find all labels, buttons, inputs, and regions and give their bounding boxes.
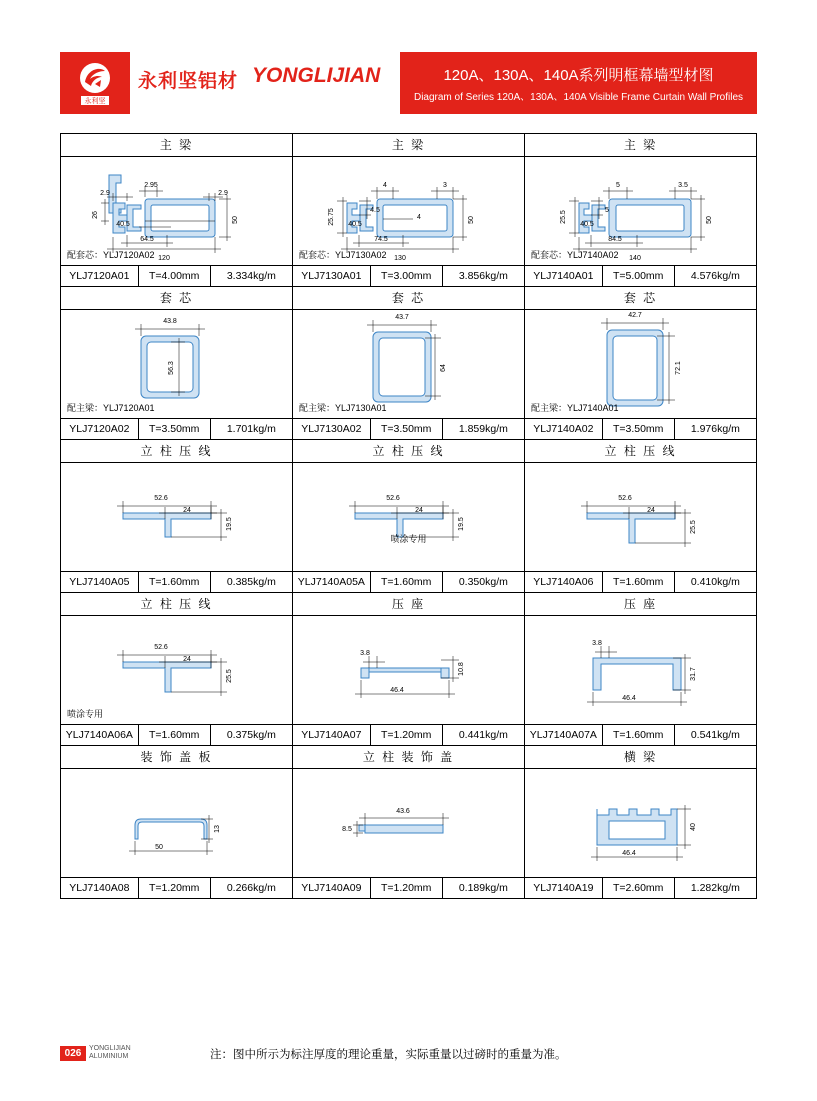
svg-text:8.5: 8.5 bbox=[342, 826, 352, 833]
svg-text:13: 13 bbox=[214, 825, 221, 833]
profile-weight: 1.976kg/m bbox=[690, 423, 740, 435]
svg-text:64.5: 64.5 bbox=[140, 236, 154, 243]
drawing-svg bbox=[293, 769, 524, 877]
profile-spec-row bbox=[61, 418, 292, 439]
svg-text:46.4: 46.4 bbox=[622, 850, 636, 857]
svg-text:40: 40 bbox=[690, 823, 697, 831]
profile-note: 配套芯：YLJ7120A02 bbox=[67, 250, 155, 260]
profile-thickness: T=5.00mm bbox=[603, 266, 675, 286]
profile-drawing bbox=[525, 616, 756, 724]
profile-drawing bbox=[293, 616, 524, 724]
profile-title: 立 柱 压 线 bbox=[61, 440, 292, 463]
svg-text:72.1: 72.1 bbox=[675, 361, 682, 375]
profile-code: YLJ7140A06 bbox=[525, 572, 603, 592]
svg-text:25.5: 25.5 bbox=[560, 210, 567, 224]
profile-spec-row bbox=[61, 877, 292, 898]
drawing-svg bbox=[525, 616, 756, 724]
profile-weight: 3.334kg/m bbox=[226, 270, 276, 282]
svg-text:64: 64 bbox=[440, 364, 447, 372]
profile-spec-row bbox=[293, 265, 524, 286]
profile-weight: 3.856kg/m bbox=[458, 270, 508, 282]
profile-spec-row bbox=[293, 418, 524, 439]
profile-drawing bbox=[293, 463, 524, 571]
profile-cell bbox=[525, 440, 757, 593]
profile-title: 主 梁 bbox=[61, 134, 292, 157]
eagle-logo-icon bbox=[73, 60, 117, 106]
profile-cell bbox=[525, 287, 757, 440]
table-row bbox=[61, 593, 757, 746]
profile-thickness: T=3.50mm bbox=[603, 419, 675, 439]
profile-spec-row bbox=[61, 265, 292, 286]
svg-text:120: 120 bbox=[158, 255, 170, 262]
profile-drawing bbox=[61, 463, 292, 571]
profile-thickness: T=2.60mm bbox=[603, 878, 675, 898]
profile-code: YLJ7130A01 bbox=[293, 266, 371, 286]
profile-cell bbox=[61, 287, 293, 440]
svg-text:24: 24 bbox=[183, 507, 191, 514]
profile-spec-row bbox=[525, 724, 756, 745]
profile-title: 立 柱 压 线 bbox=[61, 593, 292, 616]
svg-text:42.7: 42.7 bbox=[628, 312, 642, 319]
profile-spec-row bbox=[525, 418, 756, 439]
svg-text:40.5: 40.5 bbox=[348, 221, 362, 228]
svg-text:25.75: 25.75 bbox=[328, 208, 335, 226]
profile-thickness: T=1.60mm bbox=[603, 572, 675, 592]
drawing-svg bbox=[293, 463, 524, 571]
profile-thickness: T=1.60mm bbox=[139, 572, 211, 592]
svg-text:52.6: 52.6 bbox=[386, 495, 400, 502]
profile-weight: 0.410kg/m bbox=[690, 576, 740, 588]
profile-note: 喷涂专用 bbox=[67, 709, 104, 719]
profile-title: 主 梁 bbox=[293, 134, 524, 157]
profile-code: YLJ7140A06A bbox=[61, 725, 139, 745]
profile-spec-row bbox=[61, 571, 292, 592]
footer-note: 注：图中所示为标注厚度的理论重量，实际重量以过磅时的重量为准。 bbox=[210, 1049, 567, 1061]
profile-spec-row bbox=[61, 724, 292, 745]
profile-thickness: T=1.20mm bbox=[371, 878, 443, 898]
profile-code: YLJ7140A02 bbox=[525, 419, 603, 439]
svg-text:46.4: 46.4 bbox=[622, 695, 636, 702]
profile-weight: 0.266kg/m bbox=[226, 882, 276, 894]
svg-text:2.95: 2.95 bbox=[144, 182, 158, 189]
profile-drawing bbox=[61, 769, 292, 877]
profile-cell bbox=[525, 134, 757, 287]
profile-thickness: T=4.00mm bbox=[139, 266, 211, 286]
profile-code: YLJ7140A08 bbox=[61, 878, 139, 898]
drawing-svg bbox=[525, 463, 756, 571]
table-row bbox=[61, 134, 757, 287]
svg-text:10.8: 10.8 bbox=[458, 662, 465, 676]
profile-drawing bbox=[525, 157, 756, 265]
profile-cell bbox=[525, 746, 757, 899]
svg-text:4: 4 bbox=[383, 182, 387, 189]
profile-code: YLJ7120A02 bbox=[61, 419, 139, 439]
profile-drawing bbox=[525, 769, 756, 877]
profile-title: 立 柱 压 线 bbox=[525, 440, 756, 463]
svg-text:4.5: 4.5 bbox=[370, 207, 380, 214]
profile-cell bbox=[61, 440, 293, 593]
svg-text:3: 3 bbox=[443, 182, 447, 189]
profile-title: 立 柱 装 饰 盖 bbox=[293, 746, 524, 769]
page-title-cn: 120A、130A、140A系列明框幕墙型材图 bbox=[443, 67, 714, 84]
profile-weight: 0.350kg/m bbox=[458, 576, 508, 588]
svg-text:19.5: 19.5 bbox=[458, 517, 465, 531]
svg-text:140: 140 bbox=[629, 255, 641, 262]
profile-table bbox=[60, 133, 757, 899]
svg-text:31.7: 31.7 bbox=[690, 667, 697, 681]
svg-text:43.6: 43.6 bbox=[396, 808, 410, 815]
svg-text:52.6: 52.6 bbox=[154, 495, 168, 502]
profile-code: YLJ7140A07 bbox=[293, 725, 371, 745]
profile-drawing bbox=[293, 769, 524, 877]
profile-title: 压 座 bbox=[293, 593, 524, 616]
profile-title: 主 梁 bbox=[525, 134, 756, 157]
footer-brand-en: ALUMINIUM bbox=[89, 1053, 129, 1060]
table-row bbox=[61, 440, 757, 593]
profile-spec-row bbox=[525, 265, 756, 286]
profile-drawing bbox=[61, 310, 292, 418]
profile-note: 配套芯：YLJ7130A02 bbox=[299, 250, 387, 260]
profile-weight: 0.375kg/m bbox=[226, 729, 276, 741]
page-footer bbox=[60, 1044, 757, 1070]
profile-code: YLJ7140A09 bbox=[293, 878, 371, 898]
profile-note: 喷涂专用 bbox=[390, 534, 427, 544]
profile-cell bbox=[61, 746, 293, 899]
profile-cell bbox=[525, 593, 757, 746]
profile-spec-row bbox=[293, 724, 524, 745]
profile-code: YLJ7140A05 bbox=[61, 572, 139, 592]
profile-code: YLJ7140A19 bbox=[525, 878, 603, 898]
profile-drawing bbox=[61, 616, 292, 724]
profile-weight: 4.576kg/m bbox=[690, 270, 740, 282]
svg-text:25.5: 25.5 bbox=[690, 520, 697, 534]
svg-text:50: 50 bbox=[232, 216, 239, 224]
profile-cell bbox=[61, 134, 293, 287]
profile-thickness: T=3.50mm bbox=[371, 419, 443, 439]
drawing-svg bbox=[293, 616, 524, 724]
profile-cell bbox=[293, 440, 525, 593]
profile-cell bbox=[293, 746, 525, 899]
svg-text:2.9: 2.9 bbox=[218, 190, 228, 197]
profile-thickness: T=1.60mm bbox=[371, 572, 443, 592]
svg-text:40.5: 40.5 bbox=[116, 221, 130, 228]
profile-title: 横 梁 bbox=[525, 746, 756, 769]
svg-text:43.7: 43.7 bbox=[395, 314, 409, 321]
svg-text:130: 130 bbox=[394, 255, 406, 262]
profile-note: 配套芯：YLJ7140A02 bbox=[531, 250, 619, 260]
svg-text:46.4: 46.4 bbox=[390, 687, 404, 694]
svg-text:56.3: 56.3 bbox=[168, 361, 175, 375]
profile-thickness: T=1.60mm bbox=[603, 725, 675, 745]
svg-text:3.8: 3.8 bbox=[592, 640, 602, 647]
svg-text:50: 50 bbox=[468, 216, 475, 224]
profile-drawing bbox=[293, 310, 524, 418]
page-header bbox=[60, 52, 757, 114]
profile-drawing bbox=[525, 310, 756, 418]
profile-thickness: T=1.20mm bbox=[371, 725, 443, 745]
svg-text:52.6: 52.6 bbox=[618, 495, 632, 502]
profile-weight: 0.189kg/m bbox=[458, 882, 508, 894]
profile-code: YLJ7130A02 bbox=[293, 419, 371, 439]
svg-text:5: 5 bbox=[605, 207, 609, 214]
profile-cell bbox=[293, 593, 525, 746]
profile-title: 套 芯 bbox=[61, 287, 292, 310]
profile-note: 配主梁：YLJ7120A01 bbox=[67, 403, 155, 413]
profile-code: YLJ7140A01 bbox=[525, 266, 603, 286]
drawing-svg bbox=[61, 769, 292, 877]
profile-weight: 1.282kg/m bbox=[690, 882, 740, 894]
profile-drawing bbox=[61, 157, 292, 265]
svg-text:50: 50 bbox=[706, 216, 713, 224]
profile-title: 套 芯 bbox=[525, 287, 756, 310]
svg-text:24: 24 bbox=[647, 507, 655, 514]
profile-spec-row bbox=[293, 877, 524, 898]
brand-logo bbox=[60, 52, 130, 114]
svg-text:24: 24 bbox=[183, 656, 191, 663]
svg-text:84.5: 84.5 bbox=[608, 236, 622, 243]
profile-weight: 1.701kg/m bbox=[226, 423, 276, 435]
profile-cell bbox=[293, 287, 525, 440]
profile-title: 装 饰 盖 板 bbox=[61, 746, 292, 769]
profile-thickness: T=3.50mm bbox=[139, 419, 211, 439]
svg-text:24: 24 bbox=[415, 507, 423, 514]
drawing-svg bbox=[61, 463, 292, 571]
page-number: 026 bbox=[60, 1046, 86, 1061]
profile-title: 立 柱 压 线 bbox=[293, 440, 524, 463]
profile-title: 套 芯 bbox=[293, 287, 524, 310]
svg-text:3.5: 3.5 bbox=[678, 182, 688, 189]
svg-text:5: 5 bbox=[616, 182, 620, 189]
profile-code: YLJ7140A07A bbox=[525, 725, 603, 745]
profile-spec-row bbox=[293, 571, 524, 592]
svg-text:43.8: 43.8 bbox=[163, 318, 177, 325]
svg-text:19.5: 19.5 bbox=[226, 517, 233, 531]
brand-name-cn: 永利坚铝材 bbox=[138, 71, 239, 92]
profile-thickness: T=1.60mm bbox=[139, 725, 211, 745]
profile-cell bbox=[61, 593, 293, 746]
profile-thickness: T=1.20mm bbox=[139, 878, 211, 898]
brand-name-en: YONGLIJIAN bbox=[252, 64, 381, 87]
profile-weight: 1.859kg/m bbox=[458, 423, 508, 435]
profile-weight: 0.541kg/m bbox=[690, 729, 740, 741]
profile-title: 压 座 bbox=[525, 593, 756, 616]
table-row bbox=[61, 287, 757, 440]
profile-code: YLJ7140A05A bbox=[293, 572, 371, 592]
svg-text:52.6: 52.6 bbox=[154, 644, 168, 651]
svg-text:3.8: 3.8 bbox=[360, 650, 370, 657]
drawing-svg bbox=[525, 769, 756, 877]
profile-code: YLJ7120A01 bbox=[61, 266, 139, 286]
profile-thickness: T=3.00mm bbox=[371, 266, 443, 286]
profile-weight: 0.385kg/m bbox=[226, 576, 276, 588]
header-title-banner bbox=[400, 52, 757, 114]
footer-brand-cn: YONGLIJIAN bbox=[89, 1045, 131, 1052]
table-row bbox=[61, 746, 757, 899]
profile-note: 配主梁：YLJ7140A01 bbox=[531, 403, 619, 413]
svg-text:4: 4 bbox=[417, 214, 421, 221]
svg-text:2.9: 2.9 bbox=[100, 190, 110, 197]
profile-drawing bbox=[293, 157, 524, 265]
profile-drawing bbox=[525, 463, 756, 571]
svg-text:26: 26 bbox=[92, 211, 99, 219]
svg-text:永利坚: 永利坚 bbox=[84, 97, 106, 105]
profile-note: 配主梁：YLJ7130A01 bbox=[299, 403, 387, 413]
profile-spec-row bbox=[525, 877, 756, 898]
svg-text:74.5: 74.5 bbox=[374, 236, 388, 243]
svg-text:50: 50 bbox=[155, 844, 163, 851]
svg-text:25.5: 25.5 bbox=[226, 669, 233, 683]
profile-spec-row bbox=[525, 571, 756, 592]
page-title-en: Diagram of Series 120A、130A、140A Visible Frame Curtain Wall Profiles bbox=[413, 92, 744, 103]
svg-text:40.5: 40.5 bbox=[580, 221, 594, 228]
profile-cell bbox=[293, 134, 525, 287]
profile-weight: 0.441kg/m bbox=[458, 729, 508, 741]
